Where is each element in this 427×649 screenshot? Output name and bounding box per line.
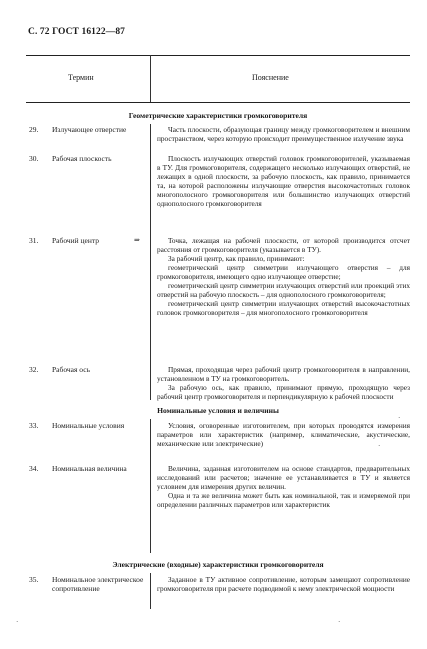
- term-name: Рабочая ось: [52, 365, 90, 374]
- term-name: Излучающее отверстие: [52, 125, 127, 134]
- column-header-definition: Пояснение: [252, 73, 289, 82]
- definition: [157, 464, 410, 509]
- definition-paragraph: Прямая, проходящая через рабочий центр громкоговорителя в направлении, установленном в ТУ на громкоговоритель.: [157, 365, 410, 384]
- scan-speck: ·: [398, 414, 401, 422]
- definition-paragraph: геометрический центр симметрии излучающего отверстия – для громкоговорителя, имеющего одно излучающее отверстие;: [157, 263, 410, 282]
- term-number: 33.: [29, 421, 39, 430]
- definition-paragraph: геометрический центр симметрии излучающих отверстий или проекций этих отверстий на рабочую плоскость – для однополосного громкоговорителя;: [157, 281, 410, 300]
- term-name: Рабочая плоскость: [52, 154, 112, 163]
- definition-paragraph: Плоскость излучающих отверстий головок громкоговорителей, указываемая в ТУ. Для громкоговорителя, содержащего несколько излучающих отверстий, не лежащих в одной плоскости, за рабочую плоскость, как правило, принимается та, на которой расположены излучающие отверстия высокочастотных головок многополосного громкоговорителя или большинство излучающих отверстий однополосного громкоговорителя: [157, 154, 410, 209]
- definition-paragraph: Условия, оговоренные изготовителем, при которых проводятся измерения параметров или характеристик (например, климатические, акустические, механические или электрические): [157, 421, 410, 449]
- definition-paragraph: За рабочий центр, как правило, принимают:: [168, 254, 305, 264]
- definition-paragraph: Одна и та же величина может быть как номинальной, так и измеряемой при определении различных параметров или характеристик: [157, 491, 410, 510]
- scan-speck: ·: [16, 618, 19, 626]
- page-header: С. 72 ГОСТ 16122—87: [28, 27, 126, 37]
- definition-paragraph: Часть плоскости, образующая границу между громкоговорителем и внешним пространством, через которую происходит преимущественное излучение звука: [157, 125, 410, 144]
- term-name: Номинальное электрическое сопротивление: [52, 575, 144, 594]
- definition: [157, 575, 410, 593]
- definition: [157, 365, 410, 401]
- scan-speck: ·: [378, 442, 381, 450]
- definition-paragraph: геометрический центр симметрии излучающих отверстий высокочастотных головок громкоговорителя – для многополосного громкоговорителя: [157, 299, 410, 318]
- definition: [157, 154, 410, 208]
- section-title-geometric: Геометрические характеристики громкоговорителя: [128, 111, 308, 120]
- term-number: 31.: [29, 236, 39, 245]
- term-name: Рабочий центр: [52, 236, 100, 245]
- scan-speck: ·: [338, 618, 341, 626]
- term-number: 35.: [29, 575, 39, 584]
- term-number: 29.: [29, 125, 39, 134]
- term-name: Номинальная величина: [52, 464, 127, 473]
- definition-paragraph: Величина, заданная изготовителем на основе стандартов, предварительных исследований или расчетов; значение ее устанавливается в ТУ и является условием для измерения других величин.: [157, 464, 410, 492]
- table-header-rule: [26, 102, 410, 103]
- term-number: 32.: [29, 365, 39, 374]
- term-name: Номинальные условия: [52, 421, 125, 430]
- term-number: 34.: [29, 464, 39, 473]
- column-separator-header: [150, 55, 151, 102]
- column-header-term: Термин: [68, 73, 94, 82]
- column-separator-section-1: [150, 124, 151, 400]
- term-number: 30.: [29, 154, 39, 163]
- arrow-icon: ⇒: [134, 236, 140, 244]
- definition: [157, 236, 410, 317]
- section-title-electrical: Электрические (входные) характеристики громкоговорителя: [112, 560, 324, 569]
- column-separator-section-3: [150, 573, 151, 609]
- definition-paragraph: Точка, лежащая на рабочей плоскости, от которой производится отсчет расстояния от громкоговорителя (указывается в ТУ).: [157, 236, 410, 255]
- section-title-nominal: Номинальные условия и величины: [157, 406, 279, 415]
- table-top-rule: [26, 55, 410, 56]
- column-separator-section-2: [150, 419, 151, 553]
- definition: [157, 421, 410, 448]
- definition: [157, 125, 410, 143]
- definition-paragraph: За рабочую ось, как правило, принимают прямую, проходящую через рабочий центр громкоговорителя и перпендикулярную к рабочей плоскости: [157, 383, 410, 402]
- definition-paragraph: Заданное в ТУ активное сопротивление, которым замещают сопротивление громкоговорителя при расчете подводимой к нему электрической мощности: [157, 575, 410, 594]
